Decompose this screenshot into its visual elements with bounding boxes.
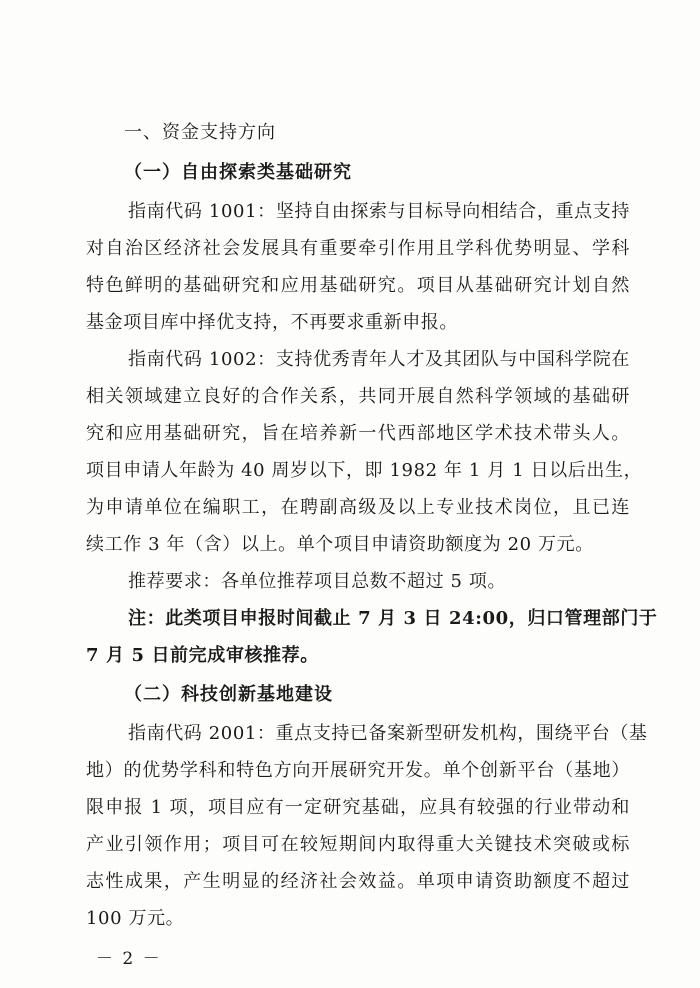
- paragraph-1002-line-2: 相关领域建立良好的合作关系，共同开展自然科学领域的基础研: [86, 386, 630, 407]
- section-heading-funding-direction: 一、资金支持方向: [124, 122, 276, 143]
- subsection-heading-innovation-base: （二）科技创新基地建设: [124, 684, 333, 705]
- paragraph-2001-line-1: 指南代码 2001：重点支持已备案新型研发机构，围绕平台（基: [128, 723, 648, 744]
- paragraph-1002-line-6: 续工作 3 年（含）以上。单个项目申请资助额度为 20 万元。: [86, 534, 594, 555]
- subsection-heading-free-exploration: （一）自由探索类基础研究: [124, 162, 352, 183]
- paragraph-1002-line-1: 指南代码 1002：支持优秀青年人才及其团队与中国科学院在: [128, 349, 630, 370]
- paragraph-2001-line-3: 限申报 1 项，项目应有一定研究基础，应具有较强的行业带动和: [86, 797, 630, 818]
- paragraph-1001-line-2: 对自治区经济社会发展具有重要牵引作用且学科优势明显、学科: [86, 238, 630, 259]
- paragraph-2001-line-5: 志性成果，产生明显的经济社会效益。单项申请资助额度不超过: [86, 871, 630, 892]
- paragraph-1001-line-3: 特色鲜明的基础研究和应用基础研究。项目从基础研究计划自然: [86, 275, 630, 296]
- note-line-2: 7 月 5 日前完成审核推荐。: [86, 645, 319, 666]
- recommendation-requirement: 推荐要求：各单位推荐项目总数不超过 5 项。: [128, 571, 507, 592]
- paragraph-1001-line-4: 基金项目库中择优支持，不再要求重新申报。: [86, 312, 458, 333]
- note-line-1: 注：此类项目申报时间截止 7 月 3 日 24:00，归口管理部门于: [128, 608, 658, 629]
- paragraph-2001-line-2: 地）的优势学科和特色方向开展研究开发。单个创新平台（基地）: [86, 760, 630, 781]
- page-number: － 2 －: [96, 949, 162, 969]
- paragraph-1002-line-3: 究和应用基础研究，旨在培养新一代西部地区学术技术带头人。: [86, 423, 630, 444]
- paragraph-2001-line-4: 产业引领作用；项目可在较短期间内取得重大关键技术突破或标: [86, 834, 630, 855]
- paragraph-1001-line-1: 指南代码 1001：坚持自由探索与目标导向相结合，重点支持: [128, 201, 630, 222]
- paragraph-1002-line-4: 项目申请人年龄为 40 周岁以下，即 1982 年 1 月 1 日以后出生，: [86, 460, 643, 481]
- paragraph-2001-line-6: 100 万元。: [86, 908, 185, 929]
- paragraph-1002-line-5: 为申请单位在编职工，在聘副高级及以上专业技术岗位，且已连: [86, 497, 630, 518]
